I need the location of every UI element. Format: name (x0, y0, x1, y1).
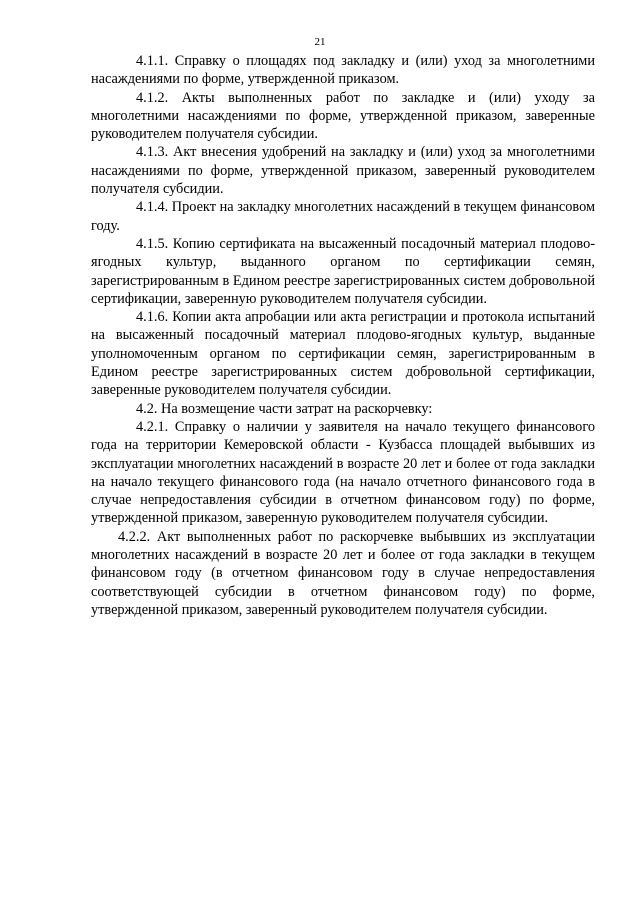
paragraph-4-1-6: 4.1.6. Копии акта апробации или акта регистрации и протокола испытаний на высаженный посадочный материал плодово-ягодных культур, выданные уполномоченным органом по сертификации семян, зарегистрированным в Едином реестре зарегистрированных систем добровольной сертификации, заверенные руководителем получателя субсидии. (91, 309, 595, 399)
paragraph-4-1-2: 4.1.2. Акты выполненных работ по закладке и (или) уходу за многолетними насаждениями по форме, утвержденной приказом, заверенные руководителем получателя субсидии. (91, 89, 595, 143)
paragraph-4-1-5: 4.1.5. Копию сертификата на высаженный посадочный материал плодово-ягодных культур, выданного органом по сертификации семян, зарегистрированным в Едином реестре зарегистрированных систем добровольной сертификации, заверенную руководителем получателя субсидии. (91, 235, 595, 307)
paragraph-4-1-1: 4.1.1. Справку о площадях под закладку и (или) уход за многолетними насаждениями по форме, утвержденной приказом. (91, 53, 595, 88)
page-number: 21 (314, 36, 326, 48)
paragraph-4-2-1: 4.2.1. Справку о наличии у заявителя на начало текущего финансового года на территории Кемеровской области - Кузбасса площадей выбывших из эксплуатации многолетних насаждений в возрасте 20 лет и более от года закладки на начало текущего финансового года (на начало отчетного финансового года в случае непредоставления субсидии в отчетном финансовом году) по форме, утвержденной приказом, заверенную руководителем получателя субсидии. (91, 418, 595, 527)
paragraph-4-2: 4.2. На возмещение части затрат на раскорчевку: (136, 400, 433, 417)
paragraph-4-1-4: 4.1.4. Проект на закладку многолетних насаждений в текущем финансовом году. (91, 199, 595, 234)
paragraph-4-2-2: 4.2.2. Акт выполненных работ по раскорчевке выбывших из эксплуатации многолетних насаждений в возрасте 20 лет и более от года закладки в текущем финансовом году (в отчетном финансовом году в случае непредоставления соответствующей субсидии в отчетном финансовом году) по форме, утвержденной приказом, заверенный руководителем получателя субсидии. (91, 528, 595, 618)
paragraph-4-1-3: 4.1.3. Акт внесения удобрений на закладку и (или) уход за многолетними насаждениями по форме, утвержденной приказом, заверенный руководителем получателя субсидии. (91, 144, 595, 198)
document-body (91, 52, 595, 619)
